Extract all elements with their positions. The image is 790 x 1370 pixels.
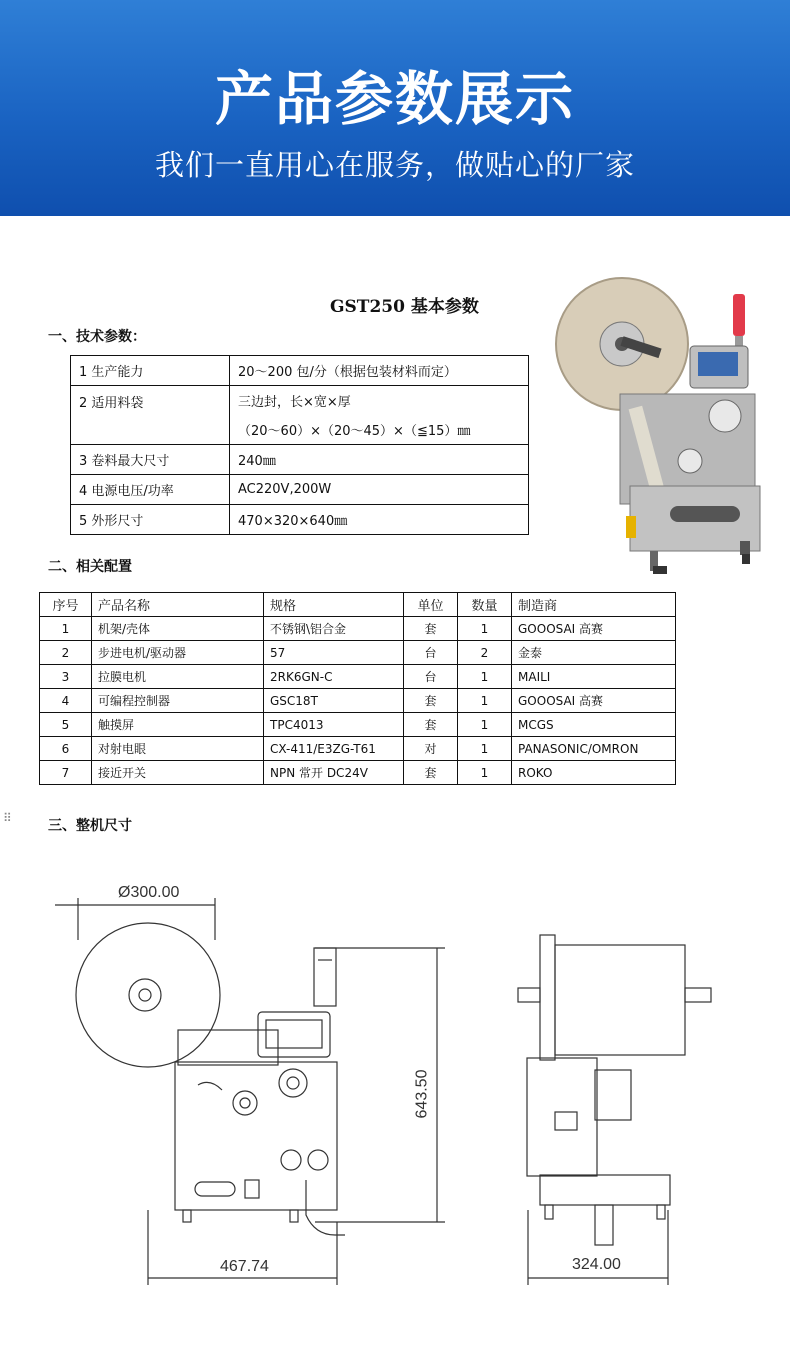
cell: MCGS <box>512 713 676 737</box>
cell: 1 <box>458 689 512 713</box>
dim-diameter-label: Ø300.00 <box>118 884 180 901</box>
doc-title: GST250 基本参数 <box>330 297 479 317</box>
col-header: 数量 <box>458 593 512 617</box>
cell: 对射电眼 <box>92 737 264 761</box>
param-value: 三边封，长×宽×厚 <box>230 386 529 416</box>
table-row <box>71 475 529 505</box>
table-row <box>40 641 676 665</box>
cell: 套 <box>404 617 458 641</box>
header-banner <box>0 0 790 216</box>
cell: GOOOSAI 高赛 <box>512 617 676 641</box>
param-key: 3 卷料最大尺寸 <box>71 445 230 475</box>
drag-handle-icon[interactable]: ⠿ <box>3 811 12 825</box>
col-header: 产品名称 <box>92 593 264 617</box>
table-row <box>71 505 529 535</box>
table-row <box>71 356 529 386</box>
cell: GSC18T <box>264 689 404 713</box>
section-heading-config: 二、相关配置 <box>48 559 132 575</box>
cell: CX-411/E3ZG-T61 <box>264 737 404 761</box>
cell: NPN 常开 DC24V <box>264 761 404 785</box>
cell: ROKO <box>512 761 676 785</box>
cell: 1 <box>458 713 512 737</box>
table-header-row <box>40 593 676 617</box>
param-value: 20～200 包/分（根据包装材料而定） <box>230 356 529 386</box>
cell: 1 <box>458 761 512 785</box>
table-row <box>71 386 529 416</box>
cell: 1 <box>458 617 512 641</box>
param-value: 470×320×640㎜ <box>230 505 529 535</box>
dim-depth-label: 324.00 <box>572 1256 621 1273</box>
col-header: 序号 <box>40 593 92 617</box>
param-key: 1 生产能力 <box>71 356 230 386</box>
cell: 台 <box>404 665 458 689</box>
tech-params-table <box>70 355 529 535</box>
cell: 1 <box>458 737 512 761</box>
cell: 5 <box>40 713 92 737</box>
cell: 对 <box>404 737 458 761</box>
cell: 2 <box>40 641 92 665</box>
dim-height-label: 643.50 <box>413 1069 431 1119</box>
cell: GOOOSAI 高赛 <box>512 689 676 713</box>
col-header: 制造商 <box>512 593 676 617</box>
cell: 套 <box>404 761 458 785</box>
table-row <box>40 689 676 713</box>
cell: 套 <box>404 689 458 713</box>
cell: PANASONIC/OMRON <box>512 737 676 761</box>
cell: 2 <box>458 641 512 665</box>
cell: 1 <box>40 617 92 641</box>
table-row <box>40 761 676 785</box>
banner-title: 产品参数展示 <box>214 65 575 133</box>
cell: 拉膜电机 <box>92 665 264 689</box>
cell: 7 <box>40 761 92 785</box>
param-key: 5 外形尺寸 <box>71 505 230 535</box>
cell: 可编程控制器 <box>92 689 264 713</box>
cell: 金泰 <box>512 641 676 665</box>
table-row <box>40 737 676 761</box>
config-table <box>39 592 676 785</box>
cell: 6 <box>40 737 92 761</box>
cell: 2RK6GN-C <box>264 665 404 689</box>
cell: 1 <box>458 665 512 689</box>
param-value: （20～60）×（20～45）×（≦15）㎜ <box>230 415 529 445</box>
cell: 台 <box>404 641 458 665</box>
cell: 步进电机/驱动器 <box>92 641 264 665</box>
section-heading-dimensions: 三、整机尺寸 <box>48 818 132 834</box>
cell: TPC4013 <box>264 713 404 737</box>
param-key: 4 电源电压/功率 <box>71 475 230 505</box>
cell: 机架/壳体 <box>92 617 264 641</box>
param-value: AC220V,200W <box>230 475 529 505</box>
table-row <box>40 665 676 689</box>
cell: 套 <box>404 713 458 737</box>
cell: 57 <box>264 641 404 665</box>
cell: 4 <box>40 689 92 713</box>
cell: 3 <box>40 665 92 689</box>
cell: 触摸屏 <box>92 713 264 737</box>
col-header: 规格 <box>264 593 404 617</box>
param-value: 240㎜ <box>230 445 529 475</box>
table-row <box>71 445 529 475</box>
cell: 接近开关 <box>92 761 264 785</box>
table-row <box>40 617 676 641</box>
cell: MAILI <box>512 665 676 689</box>
machine-photo <box>550 276 772 586</box>
banner-subtitle: 我们一直用心在服务，做贴心的厂家 <box>154 148 635 182</box>
dimension-drawing <box>0 850 790 1330</box>
dim-width-label: 467.74 <box>220 1258 269 1275</box>
section-heading-tech: 一、技术参数： <box>48 329 146 345</box>
cell: 不锈钢\铝合金 <box>264 617 404 641</box>
table-row <box>40 713 676 737</box>
col-header: 单位 <box>404 593 458 617</box>
param-key: 2 适用料袋 <box>71 386 230 445</box>
